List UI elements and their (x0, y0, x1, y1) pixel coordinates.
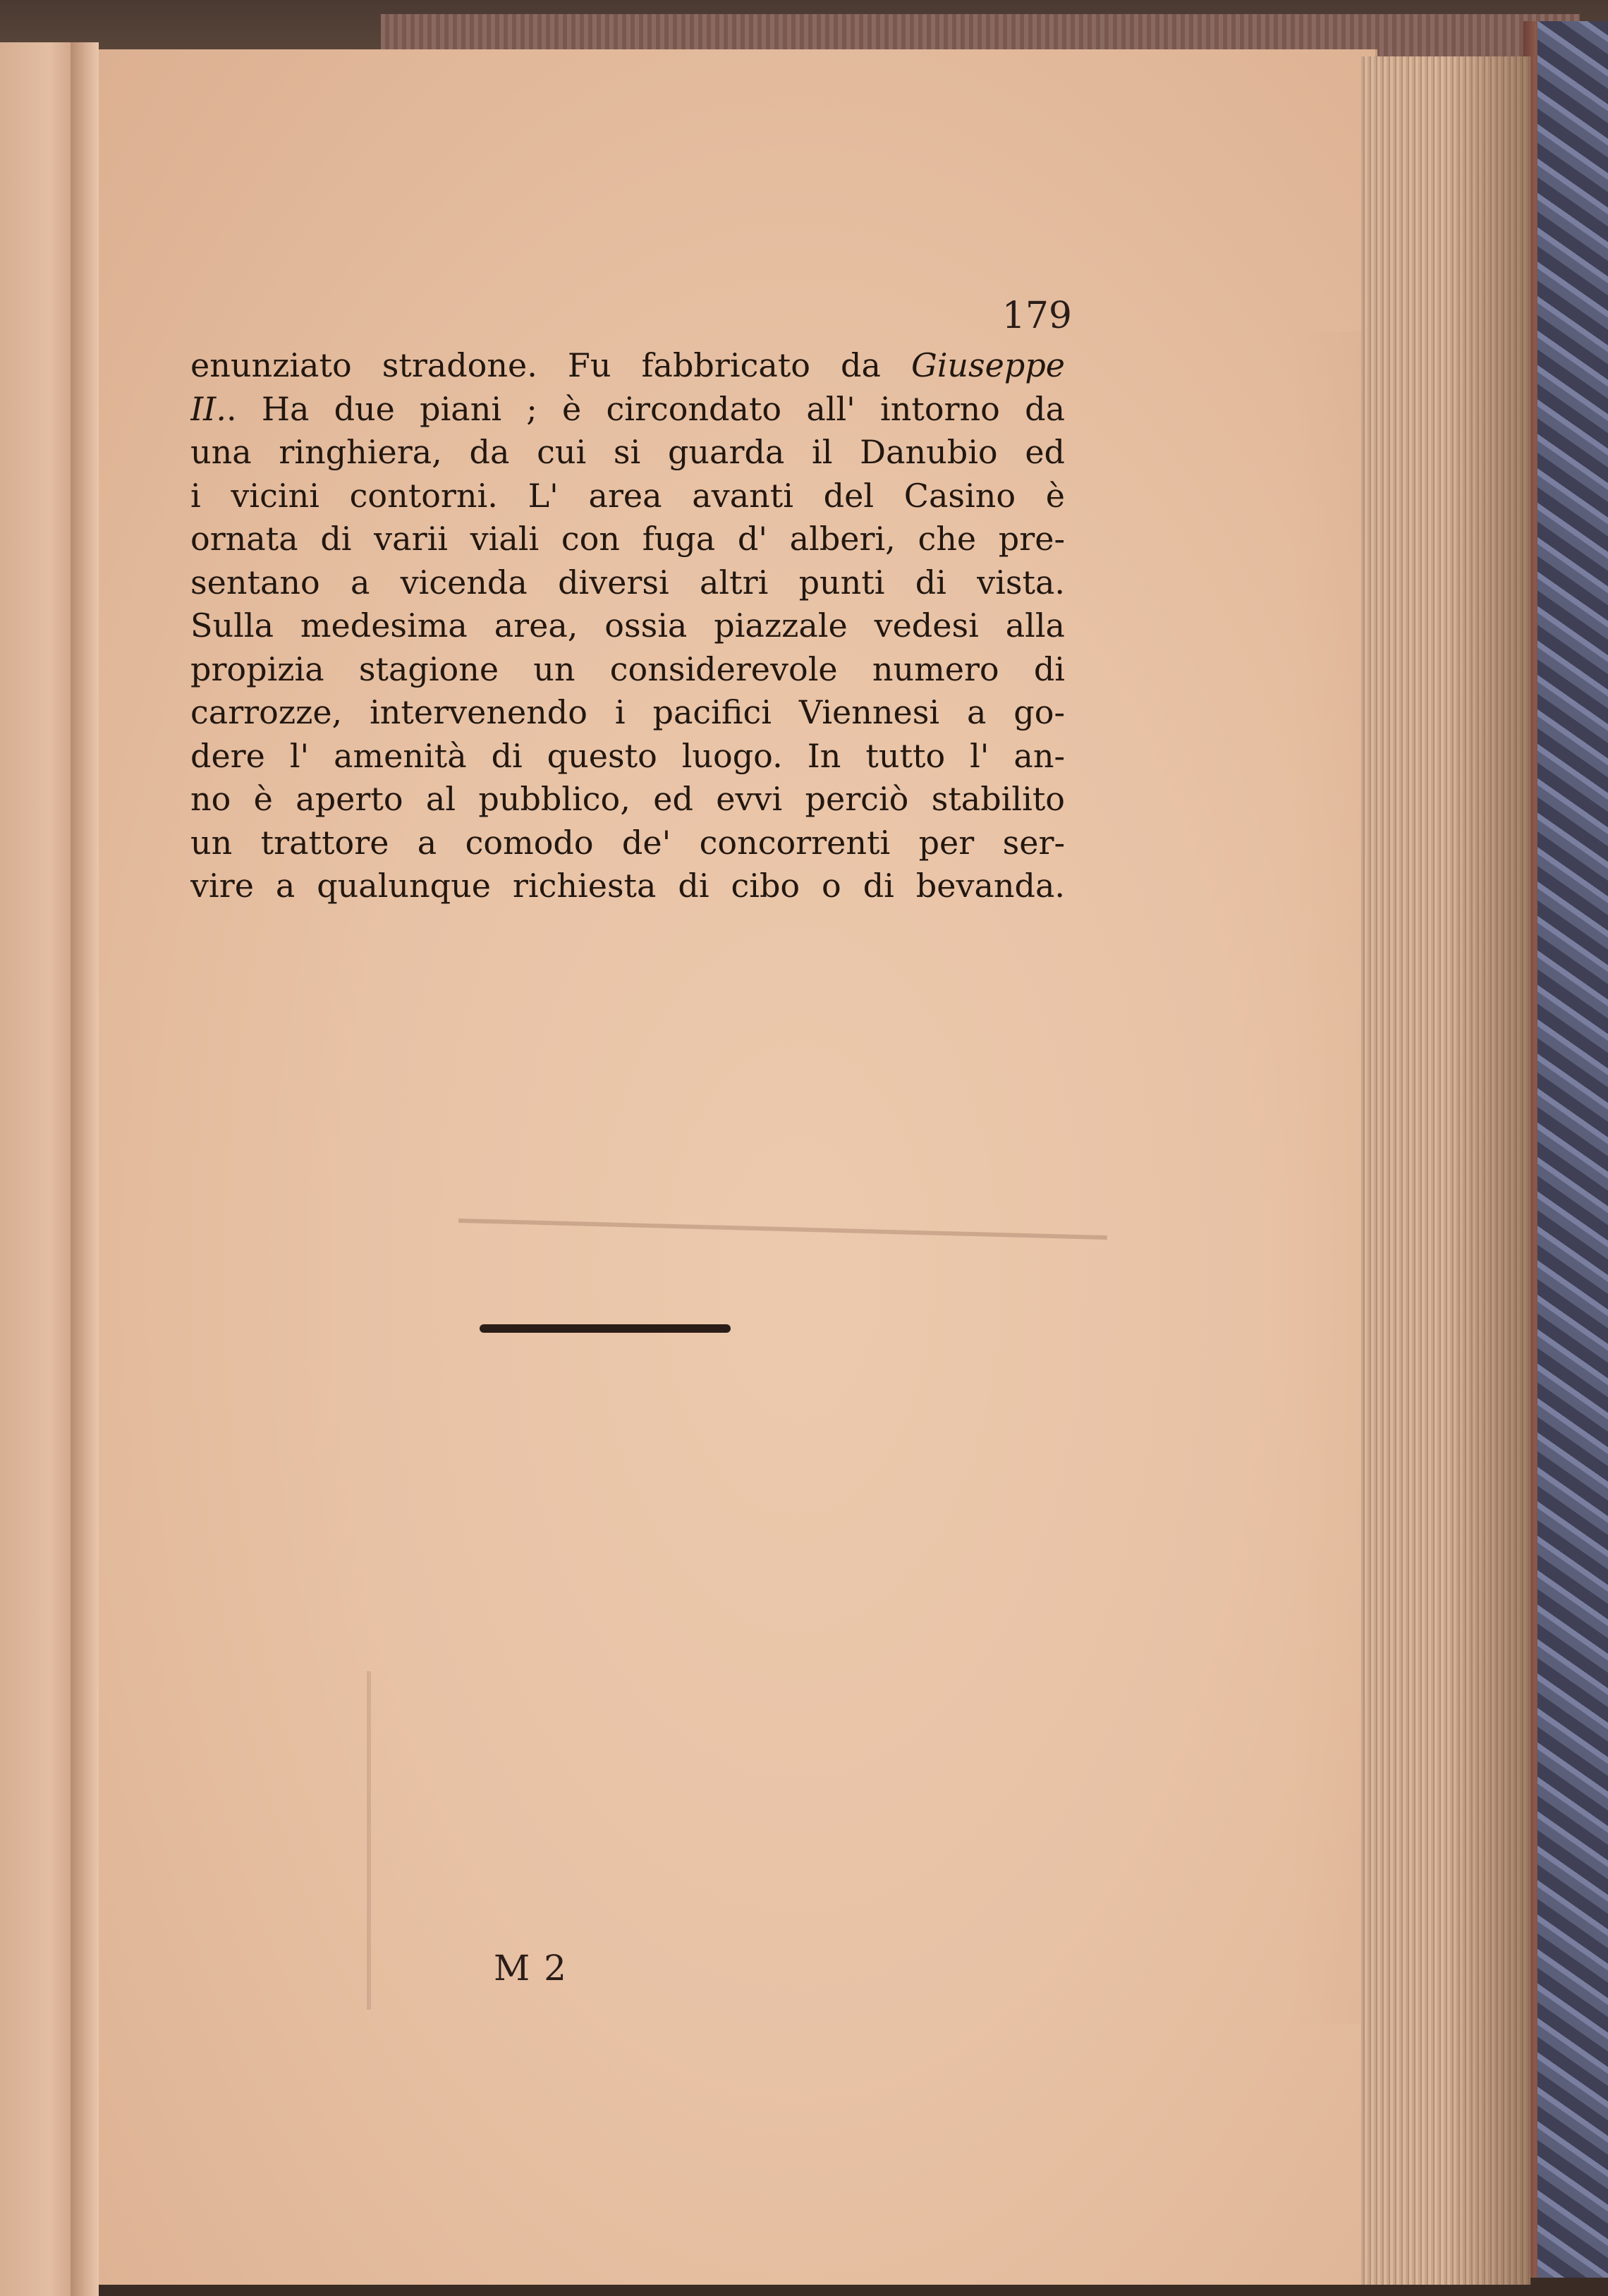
text-line: una ringhiera, da cui si guarda il Danubio ed (190, 433, 1065, 471)
printer-signature-mark: M 2 (494, 1948, 568, 1989)
text-line: i vicini contorni. L' area avanti del Casino è (190, 476, 1065, 515)
text-line: dere l' amenità di questo luogo. In tutto l' an- (190, 736, 1065, 775)
page-gutter (71, 42, 99, 2296)
marbled-cover-board (1537, 21, 1608, 2278)
text-line: Sulla medesima area, ossia piazzale vedesi alla (190, 606, 1065, 645)
text-line: un trattore a comodo de' concorrenti per ser- (190, 823, 1065, 862)
text-line: II.. Ha due piani ; è circondato all' intorno da (190, 389, 1065, 428)
text-line: vire a qualunque richiesta di cibo o di bevanda. (190, 867, 1065, 905)
section-divider-rule (480, 1324, 731, 1333)
body-paragraph (190, 344, 1065, 908)
show-through-rule (367, 1671, 371, 2010)
text-line: sentano a vicenda diversi altri punti di vista. (190, 563, 1065, 602)
text-line: enunziato stradone. Fu fabbricato da Giuseppe (190, 346, 1065, 384)
text-line: propizia stagione un considerevole numero di (190, 649, 1065, 688)
text-line: ornata di varii viali con fuga d' alberi, che pre- (190, 520, 1065, 558)
text-line: no è aperto al pubblico, ed evvi perciò stabilito (190, 780, 1065, 818)
text-line: carrozze, intervenendo i pacifici Viennesi a go- (190, 693, 1065, 731)
page-stack-shadow (1446, 56, 1530, 2285)
page-number: 179 (1001, 295, 1072, 337)
page-tear (458, 1219, 1107, 1240)
